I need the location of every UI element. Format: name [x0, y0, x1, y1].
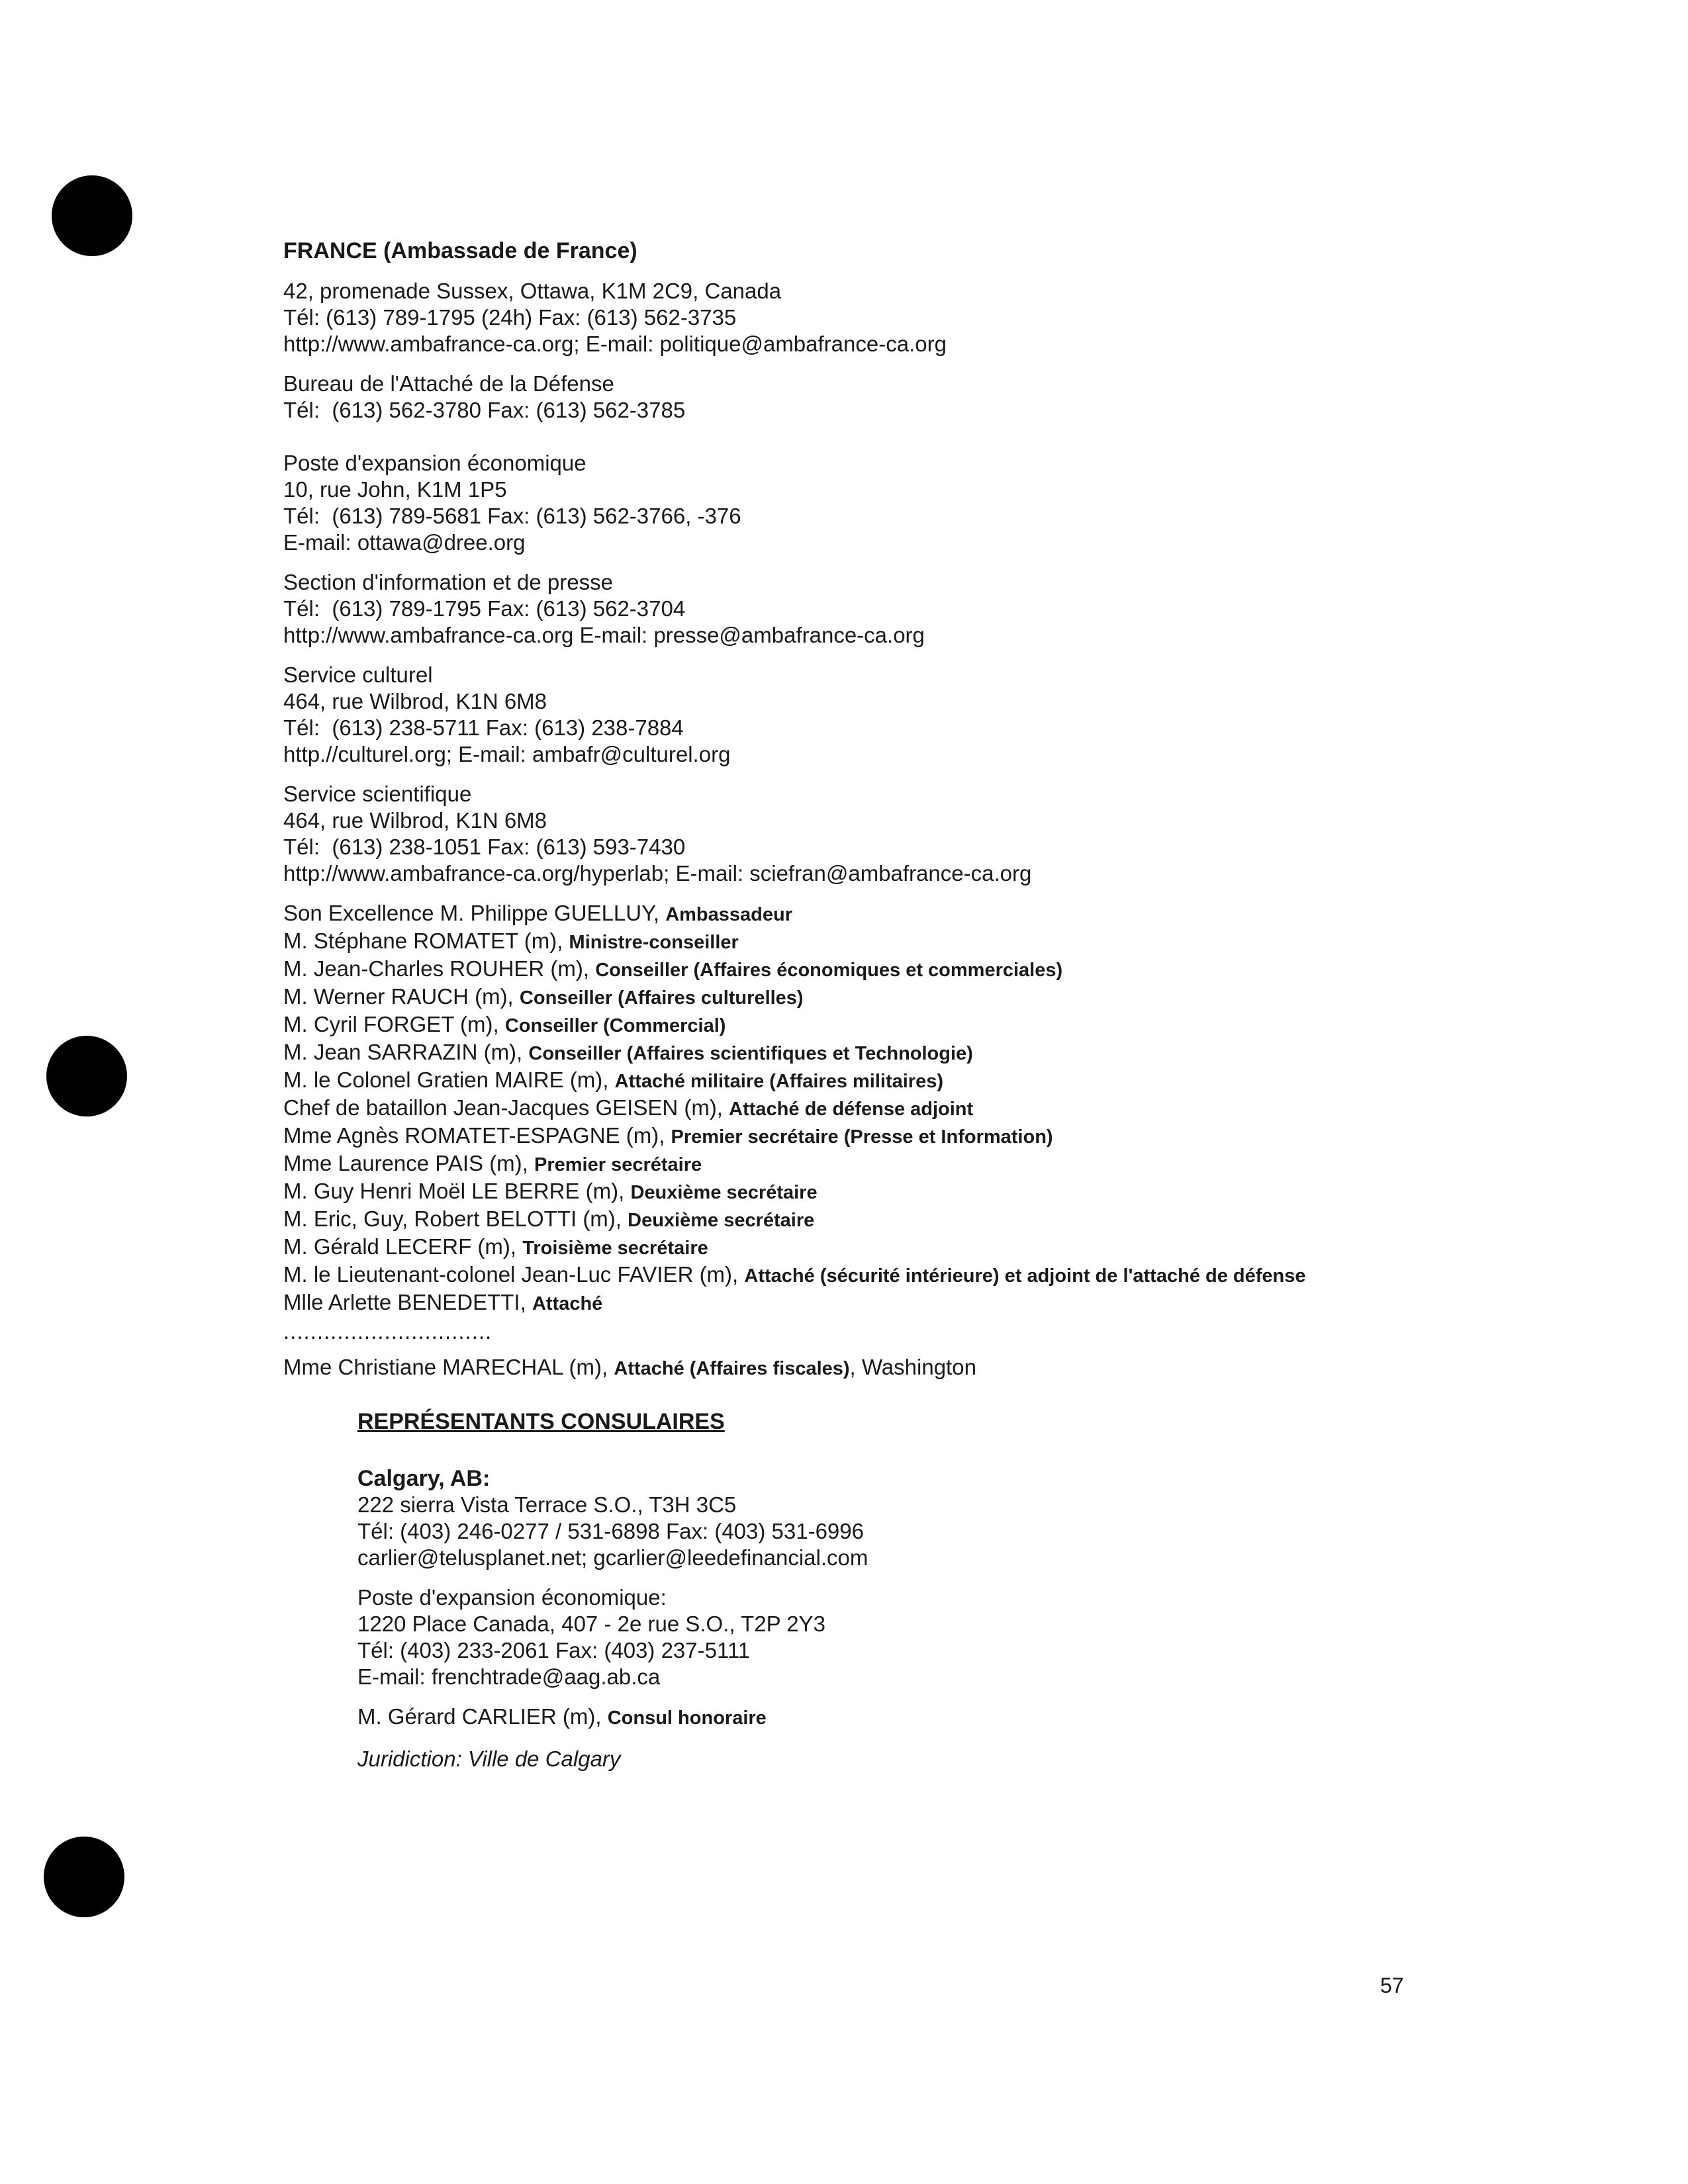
staff-name: Son Excellence M. Philippe GUELLUY,	[283, 901, 666, 925]
staff-entry	[283, 900, 1541, 928]
staff-entry	[283, 1122, 1541, 1150]
web-email-line: http://www.ambafrance-ca.org/hyperlab; E-mail: sciefran@ambafrance-ca.org	[283, 861, 1032, 886]
phone-line: Tél: (613) 562-3780 Fax: (613) 562-3785	[283, 398, 686, 422]
phone-line: Tél: (403) 246-0277 / 531-6898 Fax: (403) 531-6996	[357, 1519, 864, 1543]
staff-entry	[283, 1095, 1541, 1122]
staff-name: M. Eric, Guy, Robert BELOTTI (m),	[283, 1206, 628, 1231]
address-line: 464, rue Wilbrod, K1N 6M8	[283, 808, 547, 833]
office-name: Poste d'expansion économique	[283, 451, 586, 475]
email-line: E-mail: ottawa@dree.org	[283, 530, 526, 555]
email-line: E-mail: frenchtrade@aag.ab.ca	[357, 1664, 661, 1689]
staff-role: Conseiller (Affaires culturelles)	[519, 987, 804, 1009]
staff-name: Mme Agnès ROMATET-ESPAGNE (m),	[283, 1123, 671, 1148]
staff-entry	[283, 1178, 1541, 1206]
staff-role: Attaché	[532, 1293, 603, 1314]
staff-role: Conseiller (Affaires scientifiques et Technologie)	[528, 1043, 973, 1064]
embassy-heading: FRANCE (Ambassade de France)	[283, 238, 637, 263]
staff-role: Deuxième secrétaire	[628, 1210, 815, 1231]
staff-entry	[283, 956, 1541, 983]
staff-name: Mme Laurence PAIS (m),	[283, 1151, 535, 1175]
punch-hole-bottom	[44, 1837, 124, 1917]
staff-role: Ministre-conseiller	[569, 932, 739, 953]
consulate-address-block	[357, 1492, 1541, 1571]
office-name: Bureau de l'Attaché de la Défense	[283, 371, 614, 396]
staff-role: Attaché (Affaires fiscales)	[614, 1358, 850, 1379]
scientific-service-block	[283, 781, 1541, 887]
city-heading: Calgary, AB:	[357, 1466, 491, 1491]
staff-role: Consul honoraire	[607, 1707, 767, 1729]
phone-line: Tél: (613) 238-1051 Fax: (613) 593-7430	[283, 835, 686, 859]
staff-name: Chef de bataillon Jean-Jacques GEISEN (m),	[283, 1095, 729, 1120]
web-email-line: http.//culturel.org; E-mail: ambafr@culturel.org	[283, 742, 731, 766]
fiscal-attache-entry	[283, 1354, 1541, 1382]
address-line: 222 sierra Vista Terrace S.O., T3H 3C5	[357, 1492, 737, 1517]
staff-list	[283, 900, 1541, 1317]
consular-heading: REPRÉSENTANTS CONSULAIRES	[357, 1409, 725, 1434]
staff-role: Deuxième secrétaire	[630, 1182, 818, 1203]
office-name: Section d'information et de presse	[283, 570, 613, 594]
office-name: Service culturel	[283, 662, 433, 687]
staff-role: Ambassadeur	[665, 904, 793, 925]
staff-name: M. Jean SARRAZIN (m),	[283, 1040, 529, 1064]
staff-role: Premier secrétaire	[534, 1154, 702, 1175]
staff-entry	[283, 1039, 1541, 1067]
jurisdiction-note: Juridiction: Ville de Calgary	[357, 1747, 621, 1771]
office-name: Service scientifique	[283, 782, 472, 806]
staff-name: M. Guy Henri Moël LE BERRE (m),	[283, 1179, 631, 1203]
press-section-block	[283, 569, 1541, 649]
staff-name: M. Stéphane ROMATET (m),	[283, 929, 569, 953]
phone-line: Tél: (613) 789-1795 Fax: (613) 562-3704	[283, 596, 686, 621]
staff-entry	[283, 1150, 1541, 1178]
staff-name: Mme Christiane MARECHAL (m),	[283, 1355, 614, 1379]
email-line: carlier@telusplanet.net; gcarlier@leedefinancial.com	[357, 1545, 868, 1570]
staff-name: M. Gérard CARLIER (m),	[357, 1704, 608, 1729]
page-number: 57	[1380, 1974, 1404, 1997]
web-email-line: http://www.ambafrance-ca.org E-mail: presse@ambafrance-ca.org	[283, 623, 925, 647]
staff-entry	[283, 928, 1541, 956]
staff-entry	[283, 1261, 1541, 1289]
trade-post-block	[357, 1584, 1541, 1690]
staff-entry	[283, 1067, 1541, 1095]
phone-line: Tél: (613) 238-5711 Fax: (613) 238-7884	[283, 715, 684, 740]
staff-role: Conseiller (Commercial)	[504, 1015, 726, 1036]
address-line: 42, promenade Sussex, Ottawa, K1M 2C9, Canada	[283, 279, 782, 303]
staff-entry	[283, 1234, 1541, 1261]
address-line: 1220 Place Canada, 407 - 2e rue S.O., T2P 2Y3	[357, 1612, 825, 1636]
staff-entry	[283, 1289, 1541, 1317]
staff-entry	[283, 1011, 1541, 1039]
staff-role: Attaché de défense adjoint	[729, 1099, 974, 1120]
address-line: 10, rue John, K1M 1P5	[283, 477, 507, 502]
web-email-line: http://www.ambafrance-ca.org; E-mail: politique@ambafrance-ca.org	[283, 332, 947, 356]
staff-entry	[283, 1206, 1541, 1234]
defense-attache-block	[283, 371, 1541, 424]
main-address-block	[283, 278, 1541, 357]
staff-role: Attaché (sécurité intérieure) et adjoint de l'attaché de défense	[744, 1265, 1306, 1287]
economic-post-block	[283, 450, 1541, 556]
staff-name: M. Cyril FORGET (m),	[283, 1012, 505, 1036]
staff-role: Troisième secrétaire	[522, 1238, 708, 1259]
office-name: Poste d'expansion économique:	[357, 1585, 667, 1610]
punch-hole-top	[52, 175, 132, 256]
staff-role: Premier secrétaire (Presse et Information)	[671, 1126, 1053, 1148]
phone-line: Tél: (613) 789-1795 (24h) Fax: (613) 562-3735	[283, 305, 737, 330]
staff-name: M. le Colonel Gratien MAIRE (m),	[283, 1068, 615, 1092]
staff-name: Mlle Arlette BENEDETTI,	[283, 1290, 532, 1314]
punch-hole-middle	[46, 1036, 127, 1116]
staff-name: M. le Lieutenant-colonel Jean-Luc FAVIER (m),	[283, 1262, 745, 1287]
cultural-service-block	[283, 662, 1541, 768]
consul-entry	[357, 1704, 1541, 1731]
address-line: 464, rue Wilbrod, K1N 6M8	[283, 689, 547, 713]
consular-section	[357, 1408, 1541, 1772]
staff-entry	[283, 983, 1541, 1011]
staff-name: M. Jean-Charles ROUHER (m),	[283, 956, 596, 981]
staff-name: M. Gérald LECERF (m),	[283, 1234, 523, 1259]
staff-role: Attaché militaire (Affaires militaires)	[614, 1071, 944, 1092]
staff-name: M. Werner RAUCH (m),	[283, 984, 520, 1009]
phone-line: Tél: (403) 233-2061 Fax: (403) 237-5111	[357, 1638, 751, 1662]
dotted-separator: ...............................	[283, 1319, 492, 1343]
location-suffix: , Washington	[849, 1355, 976, 1379]
phone-line: Tél: (613) 789-5681 Fax: (613) 562-3766, -376	[283, 504, 741, 528]
embassy-entry	[283, 237, 1541, 1772]
staff-role: Conseiller (Affaires économiques et commerciales)	[595, 960, 1063, 981]
